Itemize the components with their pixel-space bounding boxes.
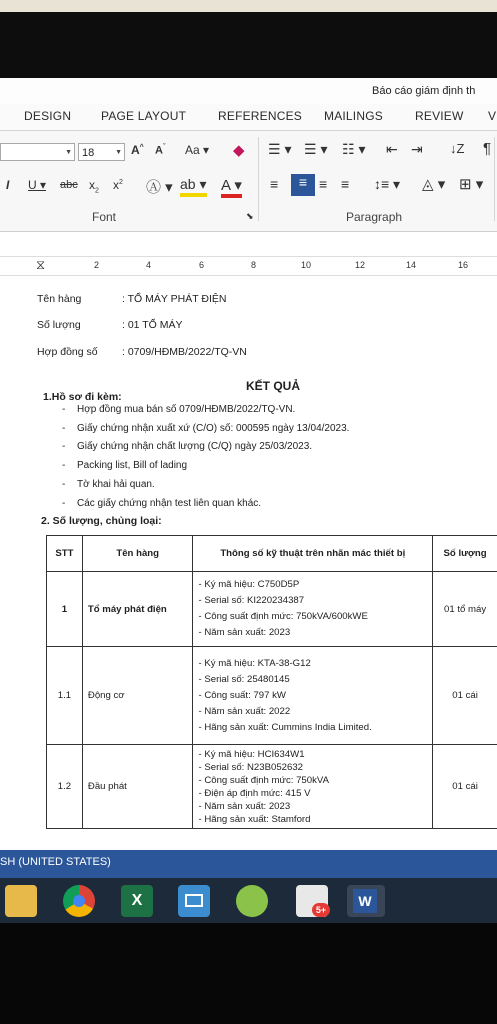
change-case-label: Aa [185, 143, 200, 157]
spec-cell [193, 745, 433, 829]
ruler-number: 10 [301, 260, 312, 270]
tab-review[interactable]: REVIEW [415, 109, 464, 123]
group-divider [494, 137, 495, 221]
ruler-number: 8 [251, 260, 257, 270]
chrome-icon[interactable] [63, 885, 95, 917]
tab-mailings[interactable]: MAILINGS [324, 109, 383, 123]
column-header: STT [47, 536, 83, 572]
ribbon-tabs [0, 104, 497, 131]
list-bullet: - [62, 441, 66, 452]
field-value: : TỔ MÁY PHÁT ĐIỆN [122, 293, 227, 305]
strikethrough-icon[interactable]: abc [60, 179, 78, 191]
spec-line: - Serial số: 25480145 [198, 673, 290, 685]
chevron-down-icon: ▼ [115, 149, 122, 156]
spec-line: - Hãng sản xuất: Stamford [198, 813, 311, 825]
italic-icon[interactable]: I [6, 178, 10, 192]
spec-line: - Công suất định mức: 750kVA [198, 774, 329, 786]
spec-line: - Năm sản xuất: 2023 [198, 627, 291, 638]
quantity-cell: 01 cái [433, 647, 497, 745]
list-bullet: - [62, 479, 66, 490]
title-bar [0, 78, 497, 104]
list-item: Giấy chứng nhận chất lượng (C/Q) ngày 25/03/2023. [77, 441, 313, 452]
spec-line: - Năm sản xuất: 2023 [198, 800, 291, 812]
taskbar [0, 878, 497, 923]
spec-line: - Serial số: N23B052632 [198, 761, 303, 773]
highlight-color-icon[interactable]: ab ▾ [180, 176, 207, 197]
spec-line: - Ký mã hiệu: HCI634W1 [198, 748, 305, 760]
ruler-number: 12 [355, 260, 366, 270]
line-spacing-icon[interactable]: ↕≡ ▾ [374, 176, 401, 192]
excel-icon[interactable]: X [121, 885, 153, 917]
background-wall [0, 0, 497, 12]
word-active-slot[interactable] [347, 885, 385, 917]
stt-cell: 1 [47, 572, 83, 647]
decrease-indent-icon[interactable]: ⇤ [386, 141, 398, 157]
word-window [0, 78, 497, 878]
section2-title: 2. Số lượng, chủng loại: [41, 515, 162, 527]
change-case-button[interactable]: Aa ▾ [185, 143, 210, 157]
spec-line: - Điện áp định mức: 415 V [198, 787, 311, 799]
paragraph-group-label: Paragraph [346, 210, 403, 224]
indent-marker-icon[interactable]: ⧖ [36, 257, 46, 272]
list-item: Các giấy chứng nhận test liên quan khác. [77, 498, 262, 509]
spec-line: - Ký mã hiệu: KTA-38-G12 [198, 657, 311, 669]
align-right-icon[interactable]: ≡ [319, 176, 328, 192]
list-bullet: - [62, 460, 66, 471]
envelope-icon [185, 894, 203, 907]
align-left-icon[interactable]: ≡ [270, 176, 279, 192]
column-header: Tên hàng [82, 536, 193, 572]
app-icon[interactable] [236, 885, 268, 917]
ruler-number: 2 [94, 260, 100, 270]
section1-title: 1.Hồ sơ đi kèm: [43, 391, 122, 403]
table-row [47, 745, 497, 829]
quantity-cell: 01 tổ máy [433, 572, 497, 647]
stt-cell: 1.1 [47, 647, 83, 745]
font-size-value: 18 [82, 147, 95, 159]
list-item: Hợp đồng mua bán số 0709/HĐMB/2022/TQ-VN. [77, 404, 296, 415]
group-divider [258, 137, 259, 221]
spec-line: - Serial số: KI220234387 [198, 595, 305, 606]
status-bar [0, 850, 497, 878]
shrink-font-icon[interactable]: $A^ˇ$ [155, 144, 166, 157]
table-row [47, 572, 497, 647]
column-header: Số lượng [433, 536, 497, 572]
font-group-label: Font [92, 210, 117, 224]
table-header-row [47, 536, 497, 572]
spec-line: - Ký mã hiệu: C750D5P [198, 579, 300, 590]
item-name-cell: Động cơ [82, 647, 193, 745]
field-value: : 0709/HĐMB/2022/TQ-VN [122, 346, 247, 358]
ruler-number: 4 [146, 260, 152, 270]
text-effects-icon[interactable]: Ⓐ ▾ [146, 179, 173, 196]
bullets-icon[interactable]: ☰ ▾ [268, 141, 292, 157]
spec-line: - Hãng sản xuất: Cummins India Limited. [198, 721, 372, 733]
list-bullet: - [62, 404, 66, 415]
language-indicator[interactable]: SH (UNITED STATES) [0, 856, 111, 868]
justify-icon[interactable]: ≡ [341, 176, 350, 192]
monitor-bezel [0, 12, 497, 78]
spec-line: - Năm sản xuất: 2022 [198, 705, 291, 717]
align-center-icon[interactable]: ≡ [291, 174, 315, 196]
increase-indent-icon[interactable]: ⇥ [411, 141, 423, 157]
shading-icon[interactable]: ◬ ▾ [422, 176, 446, 193]
ruler-number: 16 [458, 260, 469, 270]
tab-design[interactable]: DESIGN [24, 109, 72, 123]
list-item: Tờ khai hải quan. [77, 479, 155, 490]
list-item: Packing list, Bill of lading [77, 460, 188, 471]
field-label: Tên hàng [37, 293, 82, 305]
column-header: Thông số kỹ thuật trên nhãn mác thiết bị [193, 536, 433, 572]
spec-cell [193, 572, 433, 647]
font-name-combo[interactable] [0, 143, 75, 161]
monitor-bezel-bottom [0, 923, 497, 1024]
field-label: Hợp đồng số [37, 346, 98, 358]
field-label: Số lượng [37, 319, 81, 331]
multilevel-list-icon[interactable]: ☷ ▾ [342, 141, 366, 157]
clear-format-icon[interactable]: ◆ [233, 142, 245, 159]
ribbon [0, 131, 497, 232]
result-heading: KẾT QUẢ [246, 379, 300, 393]
borders-icon[interactable]: ⊞ ▾ [459, 176, 484, 193]
file-explorer-icon[interactable] [5, 885, 37, 917]
chrome-center-icon [73, 895, 85, 907]
table-row [47, 647, 497, 745]
equipment-table [46, 535, 497, 829]
notification-badge: 5+ [312, 903, 330, 917]
sort-icon[interactable]: ↓Z [450, 141, 465, 156]
spec-line: - Công suất định mức: 750kVA/600kWE [198, 611, 368, 622]
list-item: Giấy chứng nhận xuất xứ (C/O) số: 000595 ngày 13/04/2023. [77, 423, 350, 434]
grow-font-icon[interactable]: A^ [131, 143, 144, 157]
horizontal-ruler[interactable] [0, 256, 497, 276]
document-page[interactable] [0, 278, 497, 838]
spec-cell [193, 647, 433, 745]
field-value: : 01 TỔ MÁY [122, 319, 183, 331]
subscript-icon[interactable]: $x_2$ [89, 178, 99, 195]
stt-cell: 1.2 [47, 745, 83, 829]
document-title: Báo cáo giám định th [372, 85, 476, 97]
list-bullet: - [62, 423, 66, 434]
chevron-down-icon: ▼ [65, 149, 72, 156]
tab-page-layout[interactable]: PAGE LAYOUT [101, 109, 187, 123]
dialog-launcher-icon[interactable]: ⬊ [246, 211, 254, 221]
tab-references[interactable]: REFERENCES [218, 109, 303, 123]
tab-view[interactable]: V [488, 109, 497, 123]
pilcrow-icon[interactable]: ¶ [483, 140, 492, 157]
ruler-number: 14 [406, 260, 417, 270]
superscript-icon[interactable]: $x^2$ [113, 178, 123, 192]
quantity-cell: 01 cái [433, 745, 497, 829]
underline-icon[interactable]: U ▾ [28, 178, 47, 192]
font-size-combo[interactable] [78, 143, 125, 161]
numbering-icon[interactable]: ☰ ▾ [304, 141, 328, 157]
ruler-number: 6 [199, 260, 205, 270]
spec-line: - Công suất: 797 kW [198, 689, 286, 701]
list-bullet: - [62, 498, 66, 509]
zalo-icon[interactable] [296, 885, 328, 917]
mail-icon[interactable] [178, 885, 210, 917]
item-name-cell: Tổ máy phát điện [82, 572, 193, 647]
word-icon: W [353, 889, 377, 913]
font-color-icon[interactable]: A ▾ [221, 176, 242, 198]
item-name-cell: Đầu phát [82, 745, 193, 829]
